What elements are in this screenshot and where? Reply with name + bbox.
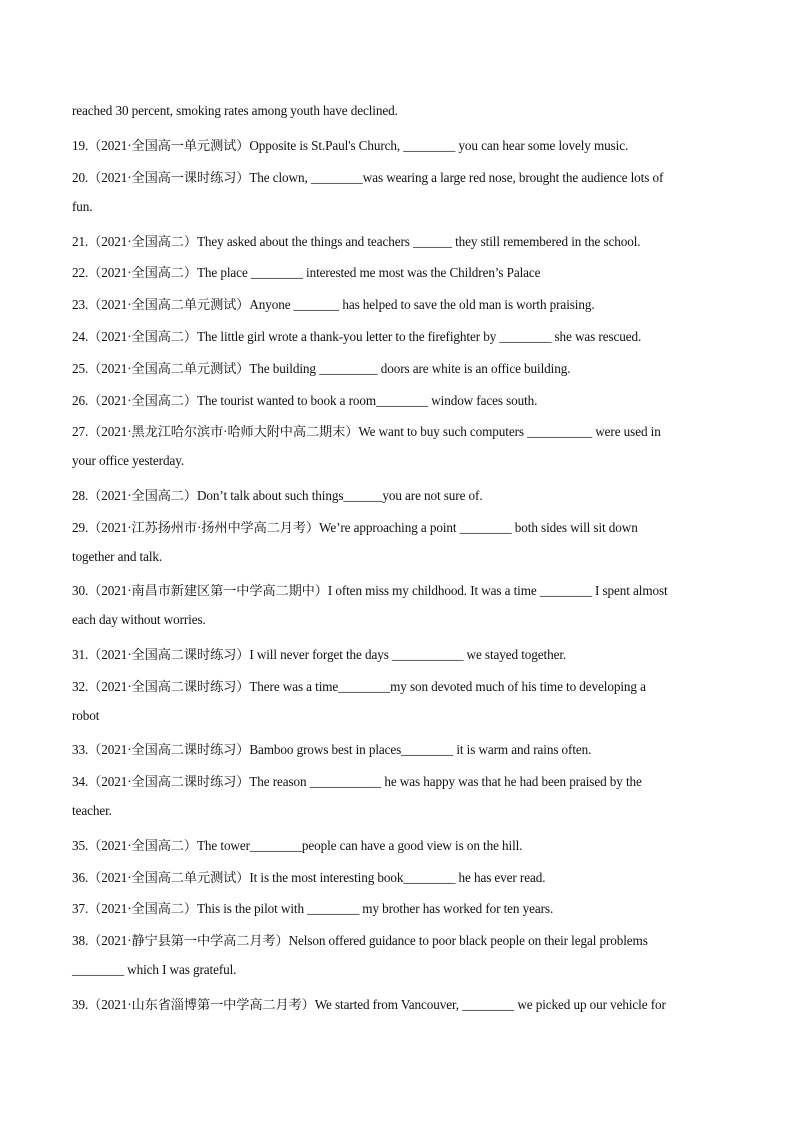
question-25: 25.（2021·全国高二单元测试）The building _________ doors are white is an office building. xyxy=(72,361,571,376)
question-34-continuation: teacher. xyxy=(72,803,112,818)
question-20-continuation: fun. xyxy=(72,199,93,214)
question-18-continuation: reached 30 percent, smoking rates among youth have declined. xyxy=(72,103,398,118)
question-20: 20.（2021·全国高一课时练习）The clown, ________was wearing a large red nose, brought the audience lots of xyxy=(72,170,664,185)
question-31: 31.（2021·全国高二课时练习）I will never forget the days ___________ we stayed together. xyxy=(72,647,567,662)
question-34: 34.（2021·全国高二课时练习）The reason ___________ he was happy was that he had been praised by the xyxy=(72,774,642,789)
question-21: 21.（2021·全国高二）They asked about the things and teachers ______ they still remembered in the school. xyxy=(72,234,641,249)
question-29-continuation: together and talk. xyxy=(72,549,163,564)
question-27: 27.（2021·黑龙江哈尔滨市·哈师大附中高二期末）We want to buy such computers __________ were used in xyxy=(72,424,661,439)
question-24: 24.（2021·全国高二）The little girl wrote a thank-you letter to the firefighter by ________ she was rescued. xyxy=(72,329,642,344)
question-23: 23.（2021·全国高二单元测试）Anyone _______ has helped to save the old man is worth praising. xyxy=(72,297,595,312)
question-22: 22.（2021·全国高二）The place ________ interested me most was the Children’s Palace xyxy=(72,265,541,280)
question-27-continuation: your office yesterday. xyxy=(72,453,185,468)
question-37: 37.（2021·全国高二）This is the pilot with ________ my brother has worked for ten years. xyxy=(72,901,554,916)
question-39: 39.（2021·山东省淄博第一中学高二月考）We started from Vancouver, ________ we picked up our vehicle for xyxy=(72,997,666,1012)
question-30: 30.（2021·南昌市新建区第一中学高二期中）I often miss my childhood. It was a time ________ I spent almost xyxy=(72,583,668,598)
question-38: 38.（2021·静宁县第一中学高二月考）Nelson offered guidance to poor black people on their legal problems xyxy=(72,933,648,948)
question-32: 32.（2021·全国高二课时练习）There was a time________my son devoted much of his time to developing a xyxy=(72,679,646,694)
question-36: 36.（2021·全国高二单元测试）It is the most interesting book________ he has ever read. xyxy=(72,870,546,885)
question-32-continuation: robot xyxy=(72,708,100,723)
question-33: 33.（2021·全国高二课时练习）Bamboo grows best in places________ it is warm and rains often. xyxy=(72,742,592,757)
question-35: 35.（2021·全国高二）The tower________people can have a good view is on the hill. xyxy=(72,838,523,853)
question-26: 26.（2021·全国高二）The tourist wanted to book a room________ window faces south. xyxy=(72,393,538,408)
question-29: 29.（2021·江苏扬州市·扬州中学高二月考）We’re approaching a point ________ both sides will sit down xyxy=(72,520,638,535)
question-28: 28.（2021·全国高二）Don’t talk about such things______you are not sure of. xyxy=(72,488,483,503)
question-30-continuation: each day without worries. xyxy=(72,612,206,627)
question-38-continuation: ________ which I was grateful. xyxy=(72,962,237,977)
question-19: 19.（2021·全国高一单元测试）Opposite is St.Paul's Church, ________ you can hear some lovely music. xyxy=(72,138,629,153)
